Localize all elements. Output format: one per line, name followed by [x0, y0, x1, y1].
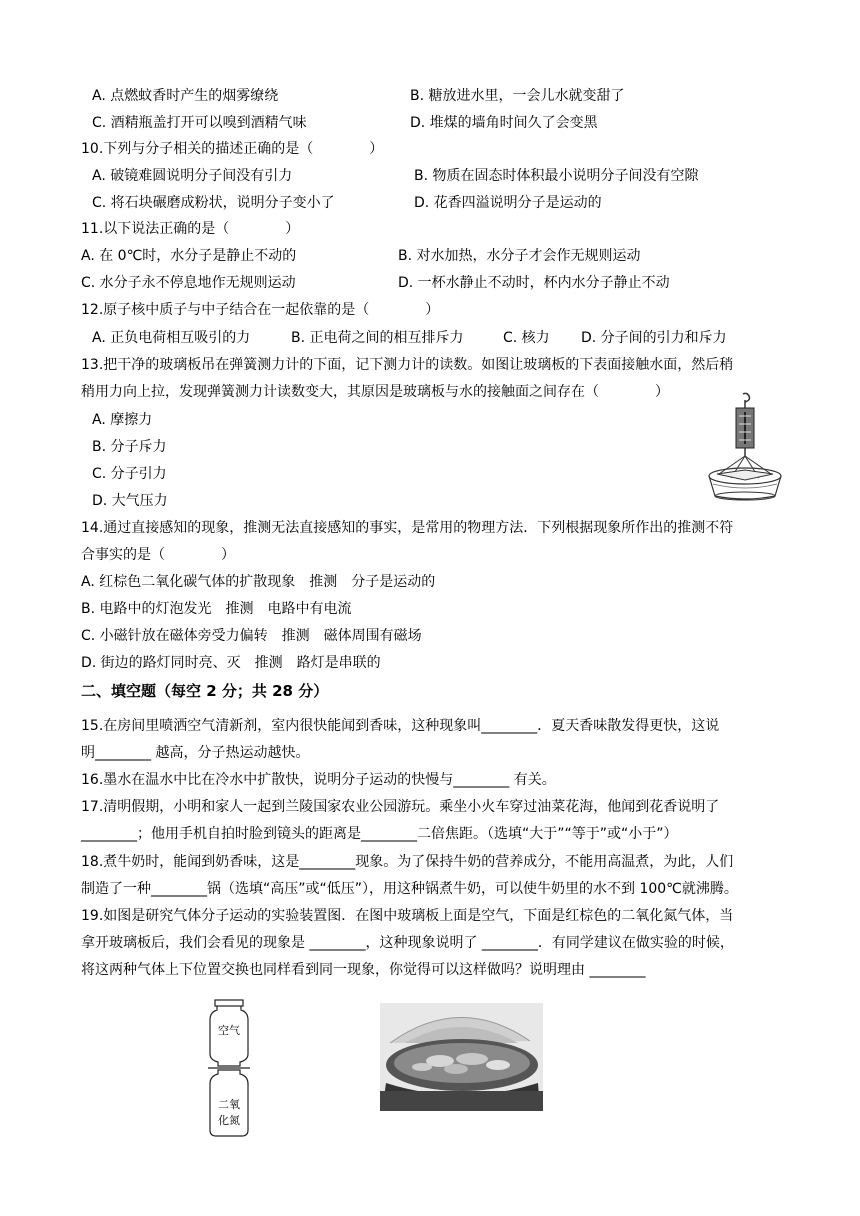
q15-line1: 15.在房间里喷洒空气清新剂，室内很快能闻到香味，这种现象叫________．夏天香味散发得更快，这说: [81, 718, 720, 734]
label-air: 空气: [218, 1024, 240, 1037]
spring-scale-figure: [705, 392, 787, 502]
q13-option-a: A. 摩擦力: [92, 412, 153, 428]
q10-option-b: B. 物质在固态时体积最小说明分子间没有空隙: [414, 168, 699, 184]
q11-option-a: A. 在 0℃时，水分子是静止不动的: [81, 248, 297, 264]
q19-line1: 19.如图是研究气体分子运动的实验装置图．在图中玻璃板上面是空气，下面是红棕色的二氧化氮气体，当: [81, 908, 734, 924]
q11-option-b: B. 对水加热，水分子才会作无规则运动: [398, 248, 641, 264]
q13-stem-line2: 稍用力向上拉，发现弹簧测力计读数变大，其原因是玻璃板与水的接触面之间存在（ ）: [81, 384, 669, 400]
q12-option-c: C. 核力: [503, 330, 550, 346]
q12-stem: 12.原子核中质子与中子结合在一起依靠的是（ ）: [81, 302, 440, 318]
q14-stem-line1: 14.通过直接感知的现象，推测无法直接感知的事实，是常用的物理方法．下列根据现象所作出的推测不符: [81, 520, 734, 536]
section-heading: 二、填空题（每空 2 分；共 28 分）: [81, 682, 329, 700]
q10-option-a: A. 破镜难圆说明分子间没有引力: [92, 168, 293, 184]
q11-option-d: D. 一杯水静止不动时，杯内水分子静止不动: [398, 275, 670, 291]
q14-stem-line2: 合事实的是（ ）: [81, 547, 235, 563]
q14-option-a: A. 红棕色二氧化碳气体的扩散现象 推测 分子是运动的: [81, 574, 436, 590]
q17-line1: 17.清明假期，小明和家人一起到兰陵国家农业公园游玩。乘坐小火车穿过油菜花海，他闻到花香说明了: [81, 799, 720, 815]
q14-option-d: D. 街边的路灯同时亮、灭 推测 路灯是串联的: [81, 655, 381, 671]
q13-option-b: B. 分子斥力: [92, 439, 167, 455]
q16-line1: 16.墨水在温水中比在冷水中扩散快，说明分子运动的快慢与________ 有关。: [81, 772, 556, 788]
gas-jars-figure: [204, 998, 254, 1140]
q14-option-b: B. 电路中的灯泡发光 推测 电路中有电流: [81, 601, 352, 617]
q13-option-c: C. 分子引力: [92, 466, 167, 482]
q18-line2: 制造了一种________锅（选填“高压”或“低压”），用这种锅煮牛奶，可以使牛奶里的水不到 100℃就沸腾。: [81, 881, 738, 897]
q10-stem: 10.下列与分子相关的描述正确的是（ ）: [81, 141, 384, 157]
q12-option-d: D. 分子间的引力和斥力: [581, 330, 727, 346]
q10-option-d: D. 花香四溢说明分子是运动的: [414, 195, 602, 211]
q14-option-c: C. 小磁针放在磁体旁受力偏转 推测 磁体周围有磁场: [81, 628, 422, 644]
label-no2-line1: 二氧: [218, 1098, 240, 1111]
q17-line2: ________；他用手机自拍时脸到镜头的距离是________二倍焦距。（选填“大于”“等于”或“小于”）: [81, 826, 678, 842]
q19-line3: 将这两种气体上下位置交换也同样看到同一现象，你觉得可以这样做吗？说明理由 ________: [81, 962, 646, 978]
cooking-photo: [380, 1003, 543, 1111]
q9-option-b: B. 糖放进水里，一会儿水就变甜了: [410, 88, 625, 104]
q9-option-c: C. 酒精瓶盖打开可以嗅到酒精气味: [92, 115, 307, 131]
q11-stem: 11.以下说法正确的是（ ）: [81, 221, 300, 237]
q9-option-d: D. 堆煤的墙角时间久了会变黑: [410, 115, 598, 131]
q13-stem-line1: 13.把干净的玻璃板吊在弹簧测力计的下面，记下测力计的读数。如图让玻璃板的下表面接触水面，然后稍: [81, 357, 734, 373]
q15-line2: 明________ 越高，分子热运动越快。: [81, 745, 310, 761]
q18-line1: 18.煮牛奶时，能闻到奶香味，这是________现象。为了保持牛奶的营养成分，不能用高温煮，为此，人们: [81, 854, 734, 870]
q12-option-b: B. 正电荷之间的相互排斥力: [291, 330, 464, 346]
q12-option-a: A. 正负电荷相互吸引的力: [92, 330, 251, 346]
label-no2-line2: 化氮: [218, 1114, 240, 1127]
q13-option-d: D. 大气压力: [92, 493, 168, 509]
q19-line2: 拿开玻璃板后，我们会看见的现象是 ________，这种现象说明了 ________．有同学建议在做实验的时候，: [81, 935, 734, 951]
q10-option-c: C. 将石块碾磨成粉状，说明分子变小了: [92, 195, 335, 211]
q9-option-a: A. 点燃蚊香时产生的烟雾缭绕: [92, 88, 279, 104]
q11-option-c: C. 水分子永不停息地作无规则运动: [81, 275, 296, 291]
